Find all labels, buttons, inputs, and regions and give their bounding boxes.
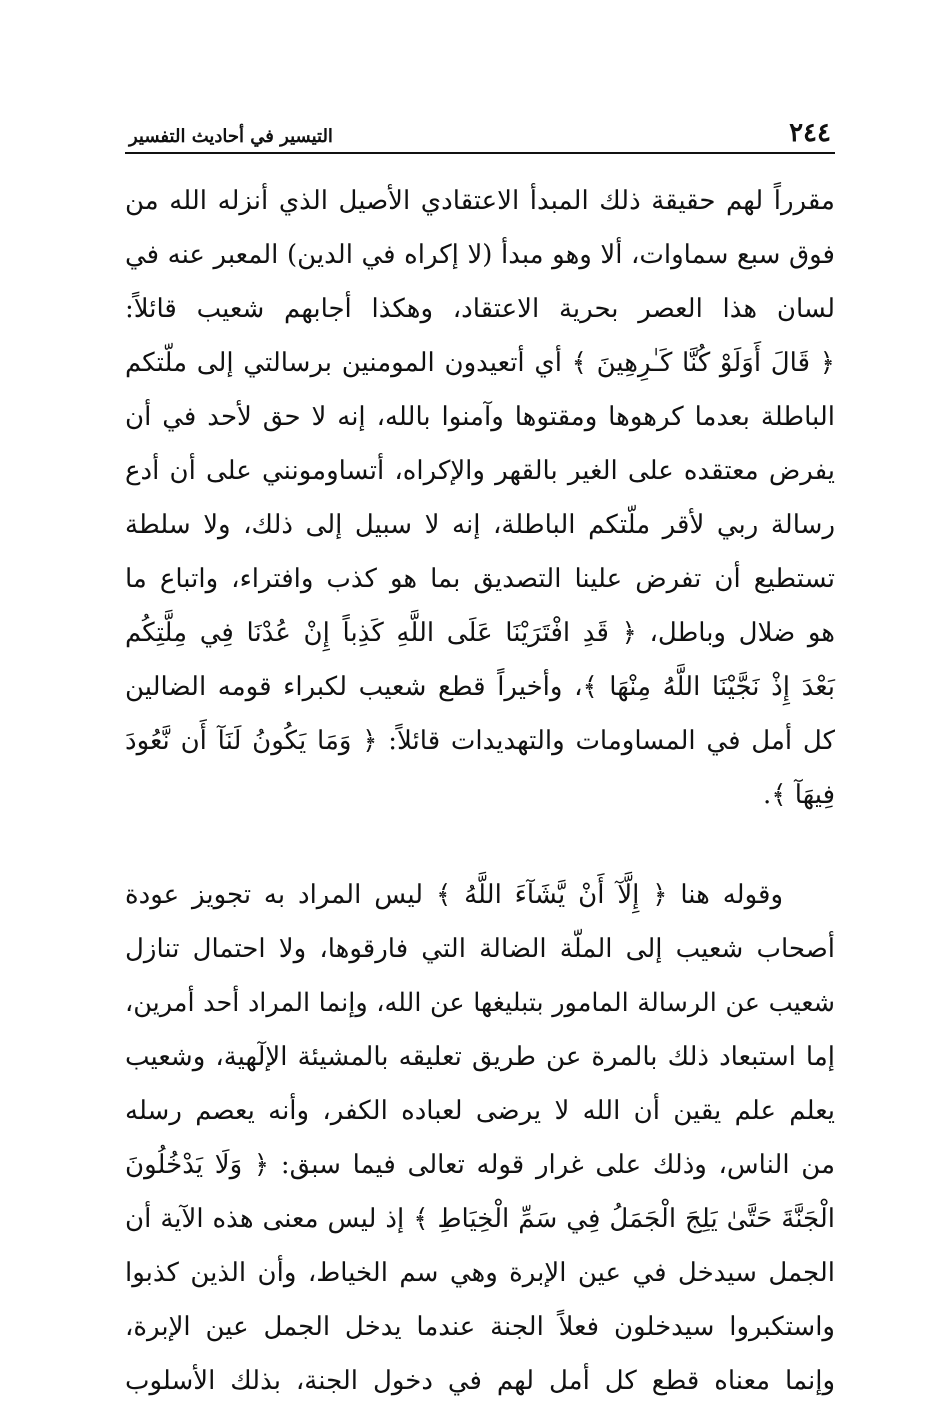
text-line: ﴿ قَالَ أَوَلَوْ كُنَّا كَـٰرِهِينَ ﴾ أي أتعيدون المومنين برسالتي إلى ملّتكم xyxy=(125,348,835,378)
text-line: الباطلة بعدما كرهوها ومقتوها وآمنوا بالله، إنه لا حق لأحد في أن xyxy=(125,402,835,432)
text-line: فوق سبع سماوات، ألا وهو مبدأ (لا إكراه في الدين) المعبر عنه في xyxy=(125,240,835,270)
text-line: مقرراً لهم حقيقة ذلك المبدأ الاعتقادي الأصيل الذي أنزله الله من xyxy=(125,186,835,216)
text-line: شعيب عن الرسالة المامور بتبليغها عن الله، وإنما المراد أحد أمرين، xyxy=(125,988,835,1018)
text-line: أصحاب شعيب إلى الملّة الضالة التي فارقوها، ولا احتمال تنازل xyxy=(125,934,835,964)
text-line: لسان هذا العصر بحرية الاعتقاد، وهكذا أجابهم شعيب قائلاً: xyxy=(125,294,835,324)
text-line: وإنما معناه قطع كل أمل لهم في دخول الجنة، بذلك الأسلوب xyxy=(125,1366,835,1396)
text-line: يعلم علم يقين أن الله لا يرضى لعباده الكفر، وأنه يعصم رسله xyxy=(125,1096,835,1126)
text-line: وقوله هنا ﴿ إِلَّآ أَنْ يَّشَآءَ اللَّهُ ﴾ ليس المراد به تجويز عودة xyxy=(125,880,783,910)
text-line: رسالة ربي لأقر ملّتكم الباطلة، إنه لا سبيل إلى ذلك، ولا سلطة xyxy=(125,510,835,540)
text-line: هو ضلال وباطل، ﴿ قَدِ افْتَرَيْنَا عَلَى اللَّهِ كَذِباً إِنْ عُدْنَا فِي مِلَّتِكُم xyxy=(125,618,835,648)
page-number: ٢٤٤ xyxy=(789,118,831,148)
text-line: تستطيع أن تفرض علينا التصديق بما هو كذب وافتراء، واتباع ما xyxy=(125,564,835,594)
text-line: بَعْدَ إِذْ نَجَّيْنَا اللَّهُ مِنْهَا ﴾، وأخيراً قطع شعيب لكبراء قومه الضالين xyxy=(125,672,835,702)
paragraph-1 xyxy=(125,174,835,822)
book-title: التيسير في أحاديث التفسير xyxy=(129,126,333,147)
text-line: واستكبروا سيدخلون فعلاً الجنة عندما يدخل الجمل عين الإبرة، xyxy=(125,1312,835,1342)
text-line: كل أمل في المساومات والتهديدات قائلاً: ﴿ وَمَا يَكُونُ لَنَآ أَن نَّعُودَ xyxy=(125,726,835,756)
book-page xyxy=(125,98,835,1408)
text-line: من الناس، وذلك على غرار قوله تعالى فيما سبق: ﴿ وَلَا يَدْخُلُونَ xyxy=(125,1150,835,1180)
text-line: الجمل سيدخل في عين الإبرة وهي سم الخياط، وأن الذين كذبوا xyxy=(125,1258,835,1288)
text-line: يفرض معتقده على الغير بالقهر والإكراه، أتساومونني على أن أدع xyxy=(125,456,835,486)
text-line: الْجَنَّةَ حَتَّىٰ يَلِجَ الْجَمَلُ فِي سَمِّ الْخِيَاطِ ﴾ إذ ليس معنى هذه الآية أن xyxy=(125,1204,835,1234)
text-line: إما استبعاد ذلك بالمرة عن طريق تعليقه بالمشيئة الإلٓهية، وشعيب xyxy=(125,1042,835,1072)
text-line: فِيهَآ ﴾. xyxy=(763,780,835,810)
running-header xyxy=(125,98,835,154)
paragraph-2 xyxy=(125,868,835,1408)
body-text xyxy=(125,174,835,1408)
